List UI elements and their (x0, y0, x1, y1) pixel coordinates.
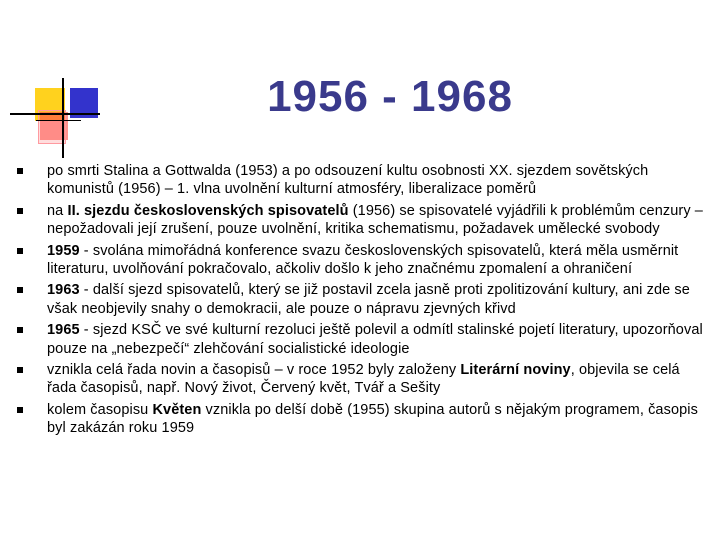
bullet-text: po smrti Stalina a Gottwalda (1953) a po odsouzení kultu osobnosti XX. sjezdem sovětských komunistů (1956) – 1. vlna uvolnění kulturní atmosféry, liberalizace poměrů (47, 163, 649, 198)
bullet-text-bold: II. sjezdu československých spisovatelů (67, 202, 349, 219)
bullet-item (0, 361, 720, 398)
logo-vertical-line (62, 78, 64, 158)
bullet-text-bold: Literární noviny (460, 362, 571, 379)
bullet-item (0, 162, 720, 199)
bullet-text: , objevila se celá řada časopisů, např. Nový život, Červený květ, Tvář a Sešity (47, 362, 680, 397)
bullet-text-bold: 1963 (47, 282, 80, 299)
bullet-marker-icon (17, 287, 23, 293)
logo-horizontal-line (10, 113, 100, 115)
bullet-marker-icon (17, 327, 23, 333)
bullet-marker-icon (17, 367, 23, 373)
bullet-text: (1956) se spisovatelé vyjádřili k problémům cenzury – nepožadovali její zrušení, pouze uvolnění, kritika schematismu, požadavek umělecké svobody (47, 202, 703, 238)
logo-graphic (0, 0, 110, 160)
logo-short-line (36, 120, 81, 121)
bullet-item (0, 202, 720, 239)
bullet-text: na (47, 202, 68, 219)
bullet-marker-icon (17, 208, 23, 214)
bullet-marker-icon (17, 168, 23, 174)
bullet-marker-icon (17, 407, 23, 413)
bullet-text: - další sjezd spisovatelů, který se již postavil zcela jasně proti zpolitizování kultury, ani zde se však neobjevily snahy o demokracii, ale pouze o nápravu zjevných křivd (47, 282, 690, 317)
bullet-text: vznikla po delší době (1955) skupina autorů s nějakým programem, časopis byl zakázán roku 1959 (47, 401, 698, 437)
bullet-text-bold: Květen (152, 401, 202, 418)
slide-title: 1956 - 1968 (267, 72, 513, 121)
bullet-item (0, 401, 720, 438)
bullet-item (0, 321, 720, 358)
bullet-text: kolem časopisu (47, 401, 153, 418)
bullet-text: - sjezd KSČ ve své kulturní rezoluci ještě polevil a odmítl stalinské pojetí literatury, upozorňoval pouze na „nebezpečí“ zlehčování socialistické ideologie (47, 322, 703, 357)
bullet-text: - svolána mimořádná konference svazu československých spisovatelů, která měla usměrnit literaturu, uvolňování pokračovalo, ačkoliv došlo k jeho značnému zpomalení a ohraničení (47, 242, 679, 278)
bullet-item (0, 242, 720, 279)
bullet-text-bold: 1959 (47, 242, 80, 259)
bullet-text-bold: 1965 (47, 322, 80, 339)
bullet-list (0, 162, 720, 441)
bullet-item (0, 281, 720, 318)
bullet-marker-icon (17, 248, 23, 254)
bullet-text: vznikla celá řada novin a časopisů – v roce 1952 byly založeny (47, 362, 461, 379)
